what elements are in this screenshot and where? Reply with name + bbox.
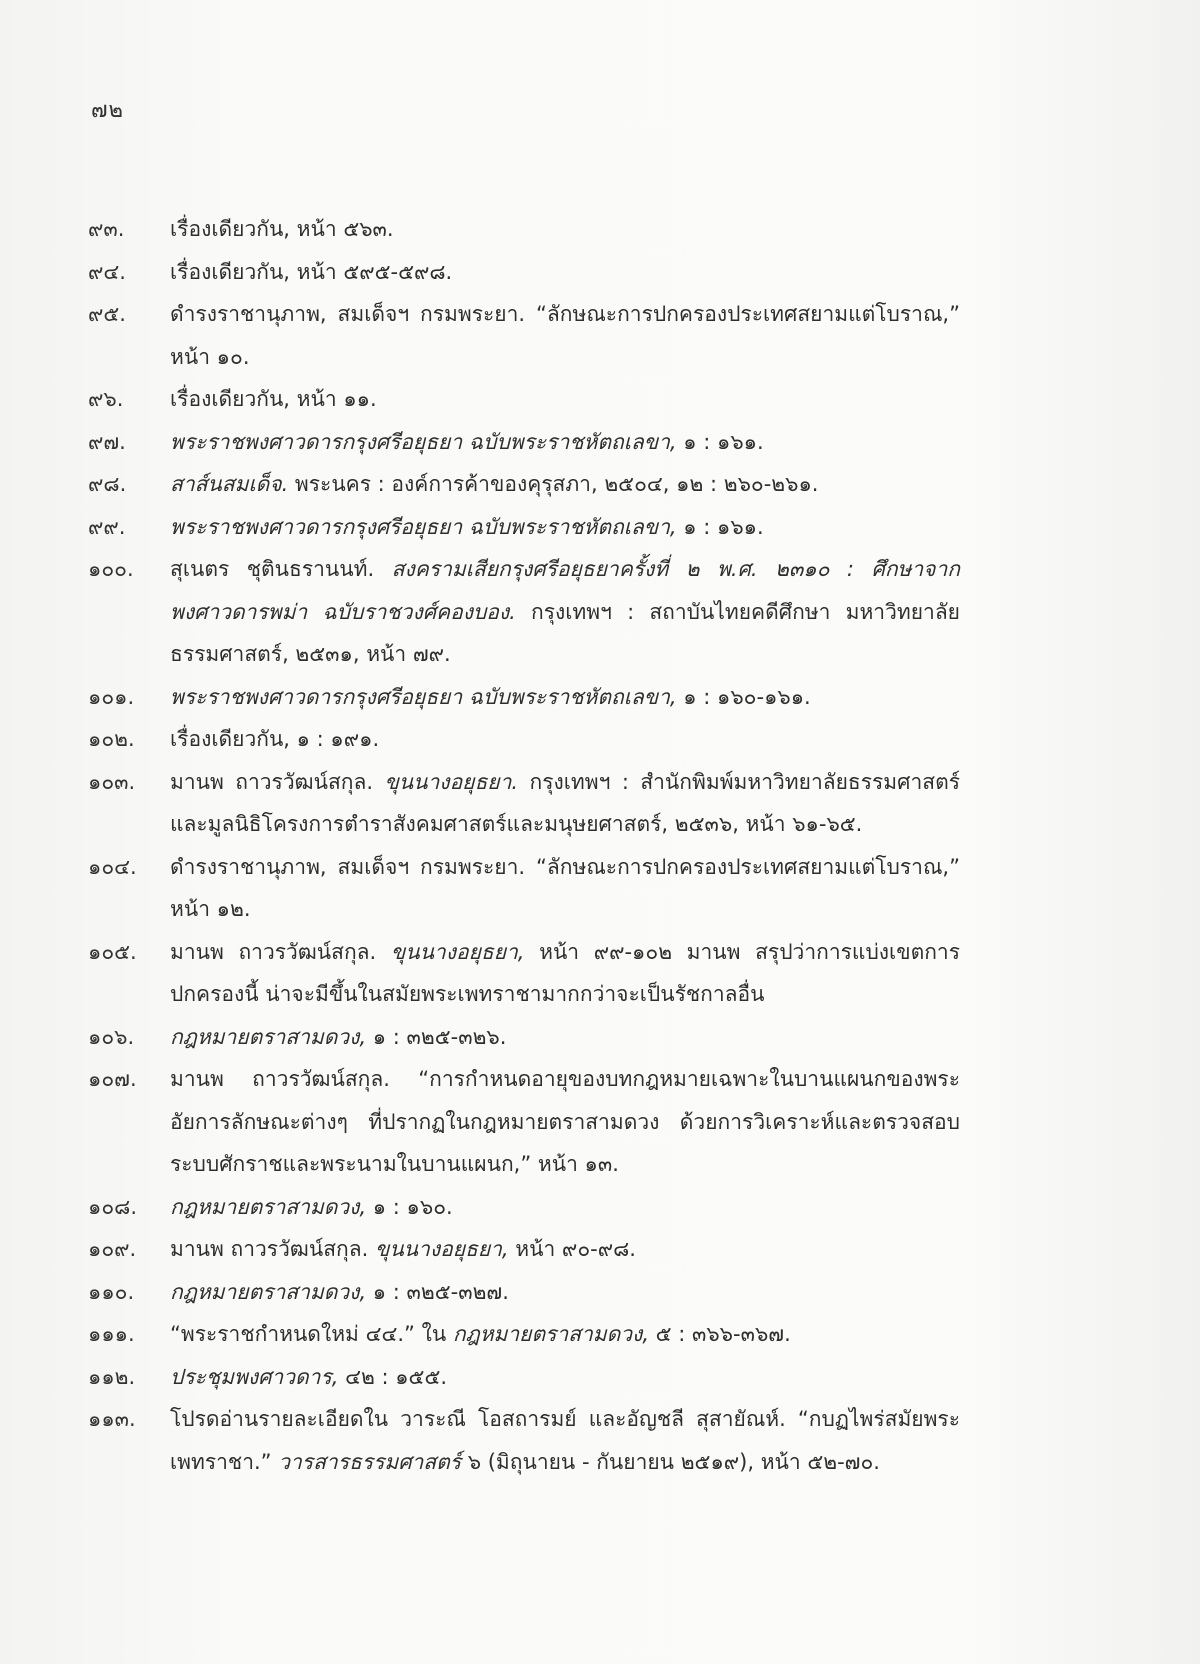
endnote-title-italic: ขุนนางอยุธยา, bbox=[374, 1237, 509, 1261]
endnote-item bbox=[88, 718, 960, 761]
endnote-number: ๑๑๐. bbox=[88, 1279, 135, 1304]
endnote-number: ๙๓. bbox=[88, 217, 125, 241]
endnote-item bbox=[88, 1356, 960, 1399]
endnote-number: ๙๘. bbox=[88, 472, 127, 496]
endnote-text bbox=[170, 251, 960, 294]
endnote-title-italic: ประชุมพงศาวดาร, bbox=[170, 1364, 339, 1389]
endnote-title-italic: กฎหมายตราสามดวง, bbox=[452, 1322, 649, 1346]
endnote-text-segment: ๖ (มิถุนายน - กันยายน ๒๕๑๙), หน้า ๕๒-๗๐. bbox=[461, 1449, 880, 1474]
endnote-item bbox=[88, 1186, 960, 1229]
endnote-text-segment: ๑ : ๑๖๐. bbox=[366, 1194, 453, 1219]
page-number: ๗๒ bbox=[91, 98, 125, 123]
endnote-text-segment: มานพ ถาวรวัฒน์สกุล. bbox=[170, 939, 391, 964]
endnote-text bbox=[170, 1186, 960, 1229]
endnote-text bbox=[170, 208, 960, 251]
endnote-item bbox=[88, 251, 960, 294]
endnote-text bbox=[170, 931, 960, 1016]
endnote-item bbox=[88, 463, 960, 506]
endnote-text bbox=[170, 293, 960, 378]
endnote-item bbox=[88, 1271, 960, 1314]
endnote-text bbox=[170, 718, 960, 761]
endnote-title-italic: ขุนนางอยุธยา. bbox=[384, 769, 519, 794]
endnote-number: ๙๖. bbox=[88, 387, 124, 411]
endnote-text bbox=[170, 846, 960, 931]
endnote-text bbox=[170, 676, 960, 719]
endnote-text-segment: โปรดอ่านรายละเอียดใน วาระณี โอสถารมย์ และอัญชลี สุสายัณห์. “กบฏไพร่สมัยพระเพทราชา.” bbox=[170, 1407, 960, 1474]
endnote-text-segment: “พระราชกำหนดใหม่ ๔๔.” ใน bbox=[170, 1322, 453, 1346]
endnote-number: ๑๐๐. bbox=[88, 557, 134, 581]
endnote-text-segment: เรื่องเดียวกัน, หน้า ๑๑. bbox=[170, 387, 377, 411]
endnote-text-segment: ดำรงราชานุภาพ, สมเด็จฯ กรมพระยา. “ลักษณะการปกครองประเทศสยามแต่โบราณ,” หน้า ๑๒. bbox=[170, 854, 960, 921]
endnote-number: ๙๙. bbox=[88, 514, 126, 539]
endnote-text-segment: ๑ : ๑๖๑. bbox=[676, 429, 764, 454]
endnote-text bbox=[170, 1398, 960, 1483]
endnote-text-segment: ๕ : ๓๖๖-๓๖๗. bbox=[649, 1322, 791, 1346]
endnote-item bbox=[88, 1016, 960, 1059]
endnote-title-italic: ขุนนางอยุธยา, bbox=[390, 939, 525, 964]
endnote-text-segment: สุเนตร ชุตินธรานนท์. bbox=[170, 557, 392, 581]
endnote-text-segment: ๑ : ๑๖๐-๑๖๑. bbox=[676, 684, 811, 709]
endnote-title-italic: พระราชพงศาวดารกรุงศรีอยุธยา ฉบับพระราชหัตถเลขา, bbox=[170, 514, 677, 539]
endnote-text bbox=[170, 421, 960, 464]
endnote-item bbox=[88, 1228, 960, 1271]
endnote-text-segment: เรื่องเดียวกัน, หน้า ๕๙๕-๕๙๘. bbox=[170, 259, 453, 284]
endnote-number: ๑๐๖. bbox=[88, 1024, 135, 1049]
endnote-text bbox=[170, 1228, 960, 1271]
endnote-text-segment: พระนคร : องค์การค้าของคุรุสภา, ๒๕๐๔, ๑๒ : ๒๖๐-๒๖๑. bbox=[288, 472, 819, 496]
endnote-text-segment: ๑ : ๑๖๑. bbox=[676, 514, 764, 539]
endnote-number: ๙๕. bbox=[88, 302, 126, 326]
endnote-item bbox=[88, 293, 960, 378]
endnote-text-segment: หน้า ๙๐-๙๘. bbox=[508, 1237, 636, 1261]
endnote-text-segment: กรุงเทพฯ : สำนักพิมพ์มหาวิทยาลัยธรรมศาสตร์ และมูลนิธิโครงการตำราสังคมศาสตร์และมนุษยศาสตร์, ๒๕๓๖, หน้า ๖๑-๖๕. bbox=[170, 769, 960, 836]
endnote-item bbox=[88, 931, 960, 1016]
endnote-item bbox=[88, 1398, 960, 1483]
endnote-title-italic: กฎหมายตราสามดวง, bbox=[170, 1194, 367, 1219]
endnote-item bbox=[88, 846, 960, 931]
endnote-text-segment: หน้า ๙๙-๑๐๒ มานพ สรุปว่าการแบ่งเขตการปกครองนี้ น่าจะมีขึ้นในสมัยพระเพทราชามากกว่าจะเป็นรัชกาลอื่น bbox=[170, 939, 960, 1006]
endnote-title-italic: วารสารธรรมศาสตร์ bbox=[278, 1449, 462, 1474]
endnote-text bbox=[170, 463, 960, 506]
endnote-text bbox=[170, 1058, 960, 1186]
endnote-item bbox=[88, 506, 960, 549]
endnote-number: ๑๐๑. bbox=[88, 684, 135, 709]
endnote-item bbox=[88, 761, 960, 846]
endnote-item bbox=[88, 1313, 960, 1356]
endnote-item bbox=[88, 676, 960, 719]
endnote-number: ๑๑๑. bbox=[88, 1322, 135, 1346]
endnotes-list bbox=[88, 208, 960, 1483]
endnote-item bbox=[88, 1058, 960, 1186]
endnote-text bbox=[170, 1313, 960, 1356]
endnote-text-segment: ๑ : ๓๒๕-๓๒๗. bbox=[366, 1279, 509, 1304]
endnote-text-segment: ๑ : ๓๒๕-๓๒๖. bbox=[366, 1024, 507, 1049]
endnote-number: ๑๐๓. bbox=[88, 769, 136, 794]
endnote-text bbox=[170, 378, 960, 421]
endnote-item bbox=[88, 208, 960, 251]
endnote-text-segment: มานพ ถาวรวัฒน์สกุล. “การกำหนดอายุของบทกฎหมายเฉพาะในบานแผนกของพระอัยการลักษณะต่างๆ ที่ปรากฏในกฎหมายตราสามดวง ด้วยการวิเคราะห์และตรวจสอบระบบศักราชและพระนามในบานแผนก,” หน้า ๑๓. bbox=[170, 1067, 960, 1176]
endnote-title-italic: สาส์นสมเด็จ. bbox=[170, 472, 289, 496]
endnote-text-segment: เรื่องเดียวกัน, ๑ : ๑๙๑. bbox=[170, 727, 380, 751]
endnote-number: ๑๐๗. bbox=[88, 1067, 137, 1091]
endnote-title-italic: กฎหมายตราสามดวง, bbox=[170, 1024, 367, 1049]
endnote-text-segment: กรุงเทพฯ : สถาบันไทยคดีศึกษา มหาวิทยาลัยธรรมศาสตร์, ๒๕๓๑, หน้า ๗๙. bbox=[170, 599, 960, 666]
endnote-title-italic: กฎหมายตราสามดวง, bbox=[170, 1279, 367, 1304]
endnote-number: ๙๗. bbox=[88, 429, 126, 454]
endnote-text-segment: ดำรงราชานุภาพ, สมเด็จฯ กรมพระยา. “ลักษณะการปกครองประเทศสยามแต่โบราณ,” หน้า ๑๐. bbox=[170, 302, 960, 369]
endnote-text bbox=[170, 1356, 960, 1399]
endnote-number: ๑๑๓. bbox=[88, 1407, 136, 1431]
endnote-text bbox=[170, 506, 960, 549]
endnote-text bbox=[170, 548, 960, 676]
endnote-item bbox=[88, 378, 960, 421]
endnote-number: ๙๔. bbox=[88, 259, 126, 284]
endnote-text-segment: เรื่องเดียวกัน, หน้า ๕๖๓. bbox=[170, 217, 394, 241]
endnote-text-segment: มานพ ถาวรวัฒน์สกุล. bbox=[170, 769, 385, 794]
endnote-text-segment: ๔๒ : ๑๕๕. bbox=[338, 1364, 448, 1389]
endnote-number: ๑๐๒. bbox=[88, 727, 135, 751]
endnote-number: ๑๐๘. bbox=[88, 1194, 138, 1219]
endnote-title-italic: พระราชพงศาวดารกรุงศรีอยุธยา ฉบับพระราชหัตถเลขา, bbox=[170, 684, 677, 709]
endnote-text bbox=[170, 1016, 960, 1059]
endnote-item bbox=[88, 548, 960, 676]
endnote-number: ๑๐๕. bbox=[88, 939, 137, 964]
endnote-title-italic: สงครามเสียกรุงศรีอยุธยาครั้งที่ ๒ พ.ศ. ๒๓๑๐ : ศึกษาจากพงศาวดารพม่า ฉบับราชวงศ์คองบอง. bbox=[170, 557, 960, 624]
endnote-number: ๑๑๒. bbox=[88, 1364, 136, 1389]
endnote-title-italic: พระราชพงศาวดารกรุงศรีอยุธยา ฉบับพระราชหัตถเลขา, bbox=[170, 429, 677, 454]
endnote-text bbox=[170, 761, 960, 846]
endnote-number: ๑๐๙. bbox=[88, 1237, 137, 1261]
endnote-text-segment: มานพ ถาวรวัฒน์สกุล. bbox=[170, 1237, 375, 1261]
endnote-text bbox=[170, 1271, 960, 1314]
endnote-item bbox=[88, 421, 960, 464]
endnote-number: ๑๐๔. bbox=[88, 854, 137, 879]
